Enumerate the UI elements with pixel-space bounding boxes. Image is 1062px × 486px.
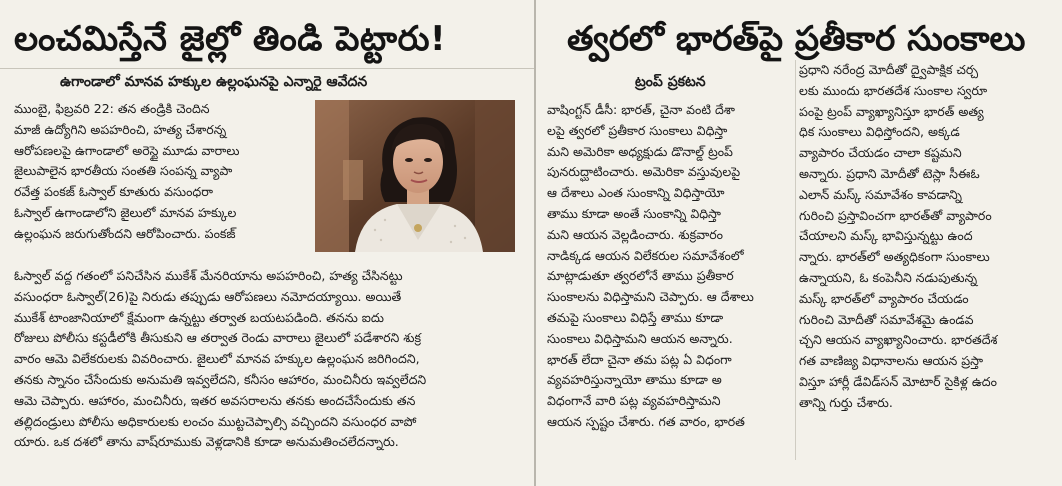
body-line: సుంకాలను విధిస్తామని చెప్పారు. ఆ దేశాలు — [547, 289, 754, 305]
body-line: సుంకాలు విధిస్తామని ఆయన అన్నారు. — [547, 330, 733, 346]
body-line: జైలుపాలైన భారతీయ సంతతి సంపన్న వ్యాపా — [14, 163, 233, 179]
body-line: వ్యాపారం చేయడం చాలా కష్టమని — [799, 145, 962, 161]
body-line: మని అమెరికా అధ్యక్షుడు డొనాల్డ్ ట్రంప్ — [547, 143, 733, 159]
left-headline: లంచమిస్తేనే జైల్లో తిండి పెట్టారు! — [14, 19, 446, 59]
portrait-photo — [315, 100, 515, 252]
right-headline: త్వరలో భారత్‌పై ప్రతీకార సుంకాలు — [567, 19, 1026, 59]
body-line: ముకేశ్ టాంజానియాలో క్షేమంగా ఉన్నట్టు తర్వాత బయటపడింది. తనను ఐదు — [14, 309, 384, 325]
body-line: చ్చని ఆయన వ్యాఖ్యానించారు. భారతదేశ — [799, 332, 998, 348]
body-line: తమపై సుంకాలు విధిస్తే తాము కూడా — [547, 309, 724, 325]
body-line: అన్నారు. ప్రధాని మోదీతో టెస్లా సీఈఓ — [799, 165, 980, 181]
inner-column-divider — [795, 60, 796, 460]
body-line: నాడిక్కడ ఆయన విలేకరుల సమావేశంలో — [547, 247, 744, 263]
body-line: ఆరోపణలపై ఉగాండాలో అరెస్టై మూడు వారాలు — [14, 142, 240, 158]
left-body-bottom — [14, 266, 522, 453]
body-line: గురించి మోదీతో సమావేశమై ఉండవ — [799, 311, 974, 327]
body-line: పునరుద్ఘాటించారు. అమెరికా వస్తువులపై — [547, 164, 741, 180]
body-line: గురించి ప్రస్తావించగా భారత్‌తో వ్యాపారం — [799, 207, 992, 223]
body-line: విస్తూ హార్లీ డేవిడ్‌సన్ మోటార్ సైకిళ్ల ఉదం — [799, 373, 997, 389]
body-line: తాన్ని గుర్తు చేశారు. — [799, 394, 893, 410]
body-line: ముంబై, ఫిబ్రవరి 22: తన తండ్రికి చెందిన — [14, 101, 210, 116]
body-line: చేయాలని మస్క్ భావిస్తున్నట్టు ఉంద — [799, 228, 973, 244]
body-line: మాజీ ఉద్యోగిని అపహరించి, హత్య చేశారన్న — [14, 121, 227, 137]
body-line: ఉల్లంఘన జరుగుతోందని ఆరోపించారు. పంకజ్ — [14, 225, 236, 241]
body-line: రవేత్త పంకజ్ ఓస్వాల్ కూతురు వసుంధరా — [14, 184, 213, 200]
body-line: ధిక సుంకాలు విధిస్తోందని, అక్కడ — [799, 124, 960, 140]
body-line: లపై త్వరలో ప్రతీకార సుంకాలు విధిస్తా — [547, 122, 728, 138]
right-article — [537, 0, 1062, 486]
right-article-column-2 — [799, 60, 1051, 414]
body-line: వసుంధరా ఓస్వాల్(26)పై నిరుడు తప్పుడు ఆరోపణలు నమోదయ్యాయి. అయితే — [14, 288, 402, 304]
body-line: వ్యవహరిస్తున్నాయో తాము కూడా అ — [547, 372, 722, 388]
body-line: ఆ దేశాలు ఎంత సుంకాన్ని విధిస్తాయో — [547, 185, 725, 201]
portrait-illustration — [315, 100, 515, 252]
body-line: న్నారు. భారత్‌లో అత్యధికంగా సుంకాలు — [799, 249, 990, 265]
body-line: మస్క్ భారత్‌లో వ్యాపారం చేయడం — [799, 290, 969, 306]
left-subheadline: ఉగాండాలో మానవ హక్కుల ఉల్లంఘనపై ఎన్నారై ఆవేదన — [60, 74, 368, 90]
right-byline: ట్రంప్ ప్రకటన — [635, 74, 706, 90]
body-line: గత వాణిజ్య విధానాలను ఆయన ప్రస్తా — [799, 353, 984, 369]
left-body-top — [14, 99, 310, 245]
body-line: పంపై ట్రంప్ వ్యాఖ్యానిస్తూ భారత్ అత్య — [799, 103, 984, 119]
body-line: ఆయన స్పష్టం చేశారు. గత వారం, భారత — [547, 413, 745, 429]
body-line: మని ఆయన వెల్లడించారు. శుక్రవారం — [547, 226, 723, 242]
body-line: యారు. ఒక దశలో తాను వాష్‌రూముకు వెళ్లడానికి కూడా అనుమతించలేదన్నారు. — [14, 434, 399, 450]
body-line: విధంగానే వారి పట్ల వ్యవహరిస్తామని — [547, 393, 721, 409]
body-line: లకు ముందు భారతదేశ సుంకాల స్వరూ — [799, 82, 988, 98]
body-line: ఓస్వాల్ వద్ద గతంలో పనిచేసిన ముకేశ్ మేనరియాను అపహరించి, హత్య చేసినట్టు — [14, 268, 403, 283]
body-line: వారం ఆమె విలేకరులకు వివరించారు. జైలులో మానవ హక్కుల ఉల్లంఘన జరిగిందని, — [14, 351, 420, 367]
body-line: ఉన్నాయని, ఓ కంపెనీని నడుపుతున్న — [799, 269, 978, 285]
column-divider — [534, 0, 536, 486]
right-article-column-1 — [547, 100, 795, 433]
body-line: ఎలాన్ మస్క్ సమావేశం కావడాన్ని — [799, 186, 962, 202]
headline-rule — [0, 68, 534, 69]
body-line: భారత్ లేదా చైనా తమ పట్ల ఏ విధంగా — [547, 351, 732, 367]
body-line: తాము కూడా అంతే సుంకాన్ని విధిస్తా — [547, 205, 721, 221]
body-line: తల్లిదండ్రులు పోలీసు అధికారులకు లంచం ముట్టచెప్పాల్సి వచ్చిందని వసుంధర వాపో — [14, 413, 417, 429]
body-line: ప్రధాని నరేంద్ర మోదీతో ద్వైపాక్షిక చర్చ — [799, 62, 979, 77]
body-line: ఆమె చెప్పారు. ఆహారం, మంచినీరు, ఇతర అవసరాలను తనకు అందచేసేందుకు తన — [14, 392, 416, 408]
body-line: ఓస్వాల్ ఉగాండాలోని జైలులో మానవ హక్కుల — [14, 204, 237, 220]
body-line: వాషింగ్టన్ డీసీ: భారత్, చైనా వంటి దేశా — [547, 102, 735, 117]
body-line: తనకు స్నానం చేసేందుకు అనుమతి ఇవ్వలేదని, కనీసం ఆహారం, మంచినీరు ఇవ్వలేదని — [14, 371, 427, 387]
body-line: రోజులు పోలీసు కస్టడీలోకి తీసుకుని ఆ తర్వాత రెండు వారాలు జైలులో పడేశారని శుక్ర — [14, 330, 421, 346]
body-line: మాట్లాడుతూ త్వరలోనే తాము ప్రతీకార — [547, 268, 734, 284]
